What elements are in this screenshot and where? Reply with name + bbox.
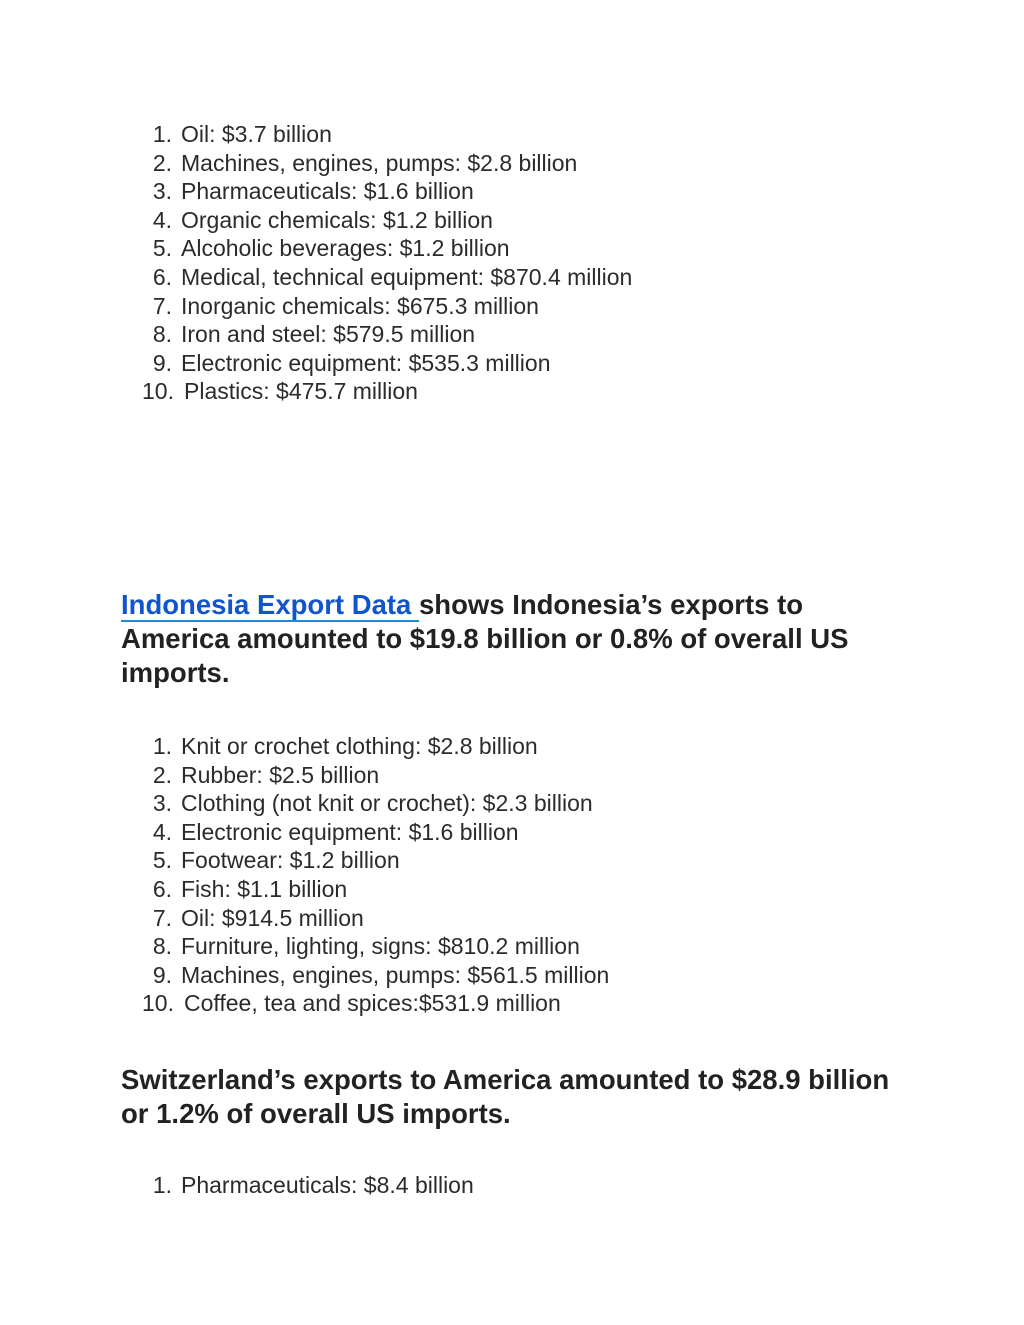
list-item-number: 2. (152, 761, 172, 788)
indonesia-export-data-link[interactable]: Indonesia Export Data (121, 589, 419, 620)
list-item-text: Alcoholic beverages: $1.2 billion (181, 235, 510, 262)
list-item-number: 5. (152, 235, 172, 262)
list-item-number: 2. (152, 149, 172, 176)
list-item-number: 7. (152, 904, 172, 931)
list-item (0, 120, 632, 149)
list-item (0, 989, 609, 1018)
list-item (0, 789, 609, 818)
list-item-text: Pharmaceuticals: $8.4 billion (181, 1172, 474, 1198)
list-item (0, 846, 609, 875)
list-item-number: 6. (152, 263, 172, 290)
list-item-number: 7. (152, 292, 172, 319)
list-item-text: Pharmaceuticals: $1.6 billion (181, 178, 474, 205)
list-item (0, 961, 609, 990)
indonesia-heading-text: shows Indonesia’s exports to America amounted to $19.8 billion or 0.8% of overall US imports. (121, 589, 849, 688)
list-item-number: 10. (142, 378, 174, 405)
list-item-text: Rubber: $2.5 billion (181, 761, 380, 788)
list-item-number: 6. (152, 875, 172, 902)
list-item-number: 5. (152, 847, 172, 874)
list-item-text: Footwear: $1.2 billion (181, 847, 400, 874)
list-item-text: Knit or crochet clothing: $2.8 billion (181, 733, 538, 759)
list-item (0, 932, 609, 961)
list-item (0, 818, 609, 847)
list-item (0, 263, 632, 292)
list-item-text: Clothing (not knit or crochet): $2.3 billion (181, 790, 593, 817)
list-item (0, 732, 609, 761)
switzerland-export-list (0, 1171, 474, 1200)
list-item (0, 349, 632, 378)
list-item-number: 8. (152, 321, 172, 348)
list-item-number: 1. (152, 733, 172, 759)
list-item-number: 9. (152, 349, 172, 376)
list-item-number: 9. (152, 961, 172, 988)
list-item (0, 206, 632, 235)
list-item-text: Oil: $3.7 billion (181, 121, 332, 147)
list-item-text: Inorganic chemicals: $675.3 million (181, 292, 539, 319)
list-item-number: 3. (152, 178, 172, 205)
list-item-text: Machines, engines, pumps: $561.5 million (181, 961, 610, 988)
list-item-text: Plastics: $475.7 million (184, 378, 418, 405)
list-item-text: Machines, engines, pumps: $2.8 billion (181, 149, 578, 176)
list-item-text: Coffee, tea and spices:$531.9 million (184, 990, 561, 1017)
list-item (0, 761, 609, 790)
switzerland-heading: Switzerland’s exports to America amounted to $28.9 billion or 1.2% of overall US imports. (121, 1064, 890, 1129)
list-item-number: 10. (142, 990, 174, 1017)
list-item-number: 4. (152, 206, 172, 233)
list-item-text: Fish: $1.1 billion (181, 875, 348, 902)
list-item (0, 177, 632, 206)
list-item (0, 904, 609, 933)
list-item-number: 1. (152, 1172, 172, 1198)
list-item-number: 4. (152, 818, 172, 845)
list-item-text: Electronic equipment: $535.3 million (181, 349, 551, 376)
list-item (0, 149, 632, 178)
list-item (0, 377, 632, 406)
list-item-text: Furniture, lighting, signs: $810.2 million (181, 933, 580, 960)
list-item (0, 292, 632, 321)
list-item-number: 3. (152, 790, 172, 817)
list-item (0, 875, 609, 904)
list-item-text: Iron and steel: $579.5 million (181, 321, 476, 348)
list-item-number: 8. (152, 933, 172, 960)
top-export-list (0, 120, 632, 406)
list-item-text: Organic chemicals: $1.2 billion (181, 206, 493, 233)
list-item-text: Medical, technical equipment: $870.4 million (181, 263, 633, 290)
list-item-text: Electronic equipment: $1.6 billion (181, 818, 519, 845)
indonesia-export-list (0, 732, 609, 1018)
list-item (0, 320, 632, 349)
list-item (0, 234, 632, 263)
indonesia-heading (121, 588, 891, 690)
list-item-number: 1. (152, 121, 172, 147)
list-item (0, 1171, 474, 1200)
list-item-text: Oil: $914.5 million (181, 904, 364, 931)
